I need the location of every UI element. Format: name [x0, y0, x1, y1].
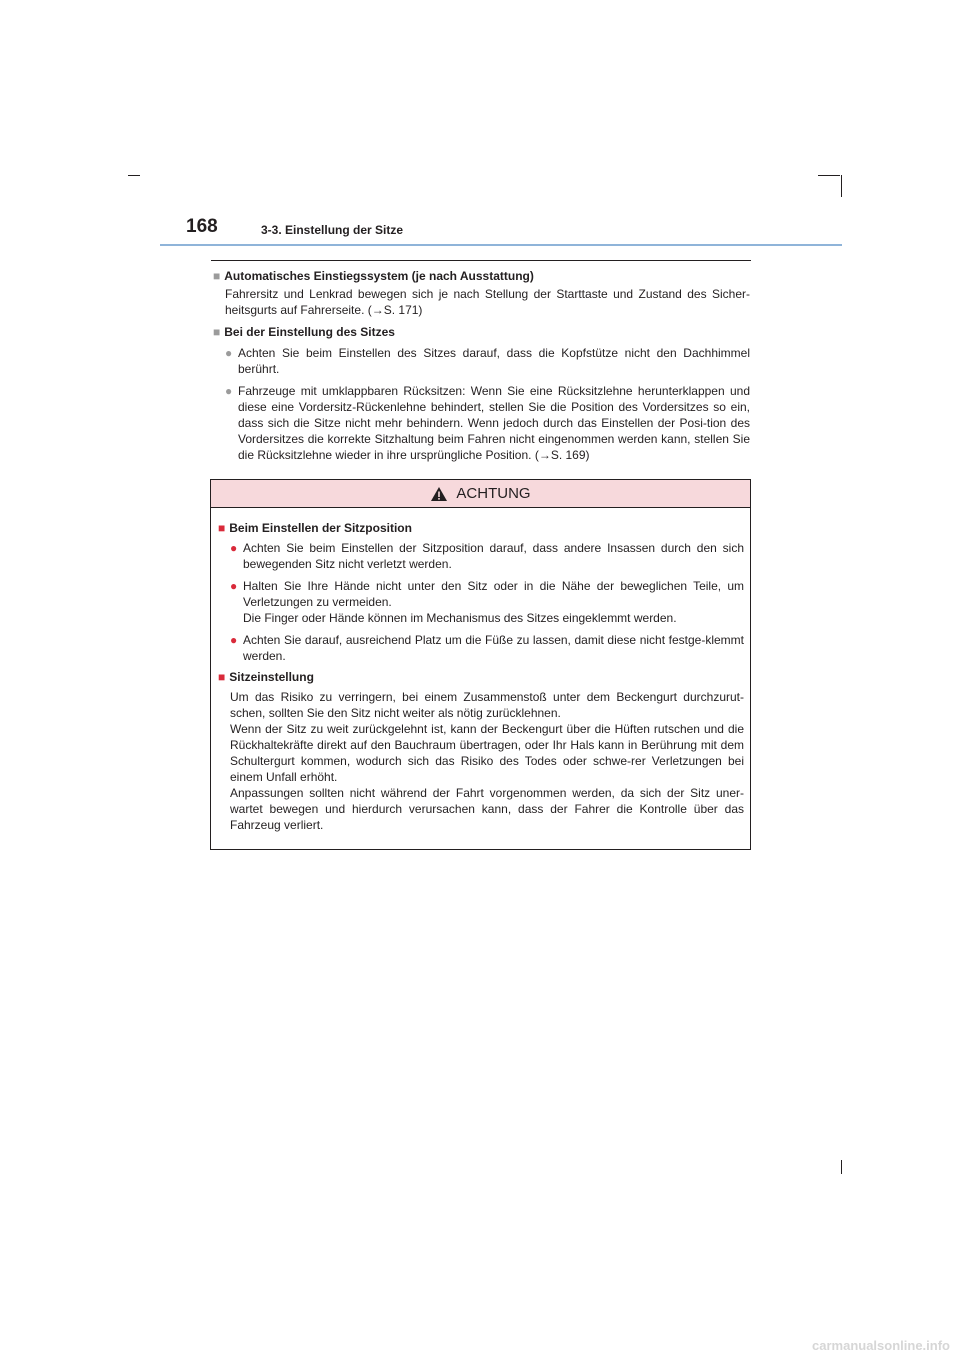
bullet-text: Achten Sie darauf, ausreichend Platz um die Füße zu lassen, damit diese nicht festge-klemmt werden.	[243, 633, 744, 663]
heading-text: Sitzeinstellung	[229, 670, 314, 684]
circle-bullet-icon: ●	[225, 346, 233, 360]
bullet-text-extra: Die Finger oder Hände können im Mechanismus des Sitzes eingeklemmt werden.	[243, 611, 677, 625]
bullet-text: Fahrzeuge mit umklappbaren Rücksitzen: Wenn Sie eine Rücksitzlehne herunterklappen und diese eine Vordersitz-Rückenlehne behindert, stellen Sie die Position des Vordersitzes so ein, dass sich die Sitze nicht mehr behindern. Wenn jedoch durch das Einstellen der Posi-tion des Vordersitzes die korrekte Sitzhaltung beim Fahren nicht eingenommen werden kann, stellen Sie die Rücksitzlehne wieder in ihre ursprüngliche Position. (→S. 169)	[238, 384, 750, 462]
square-bullet-icon: ■	[218, 521, 226, 535]
warning-section-heading	[218, 520, 744, 536]
watermark-text: carmanualsonline.info	[812, 1338, 950, 1353]
section-heading	[213, 324, 750, 340]
header-rule	[160, 244, 842, 246]
crop-mark	[128, 175, 140, 176]
bullet-item	[218, 540, 744, 572]
warning-header	[211, 480, 750, 508]
bullet-item	[213, 345, 750, 377]
paragraph: Fahrersitz und Lenkrad bewegen sich je nach Stellung der Starttaste und Zustand des Sicher-heitsgurts auf Fahrerseite. (→S. 171)	[225, 287, 750, 317]
page-number: 168	[186, 216, 218, 237]
crop-mark	[841, 1160, 842, 1174]
bullet-text: Achten Sie beim Einstellen der Sitzposition darauf, dass andere Insassen durch den sich bewegenden Sitz nicht verletzt werden.	[243, 541, 744, 571]
circle-bullet-icon: ●	[225, 384, 233, 398]
bullet-item	[218, 632, 744, 664]
heading-text: Beim Einstellen der Sitzposition	[229, 521, 412, 535]
circle-bullet-icon: ●	[230, 633, 238, 647]
paragraph-line: Wenn der Sitz zu weit zurückgelehnt ist, kann der Beckengurt über die Hüften rutschen und die Rückhaltekräfte direkt auf den Bauchraum übertragen, oder Ihr Hals kann in Berührung mit dem Schultergurt kommen, wodurch sich das Risiko des Todes oder schwe-rer Verletzungen bei einem Unfall erhöht.	[230, 722, 744, 784]
heading-text: Bei der Einstellung des Sitzes	[224, 325, 395, 339]
footer	[0, 1335, 960, 1358]
warning-paragraph	[230, 689, 744, 833]
bullet-text: Achten Sie beim Einstellen des Sitzes darauf, dass die Kopfstütze nicht den Dachhimmel berührt.	[238, 346, 750, 376]
warning-box	[210, 479, 751, 850]
heading-text: Automatisches Einstiegssystem (je nach Ausstattung)	[224, 269, 534, 283]
bullet-item	[213, 383, 750, 463]
bullet-item	[218, 578, 744, 626]
circle-bullet-icon: ●	[230, 541, 238, 555]
square-bullet-icon: ■	[213, 269, 221, 283]
bullet-text: Halten Sie Ihre Hände nicht unter den Sitz oder in die Nähe der beweglichen Teile, um Verletzungen zu vermeiden.	[243, 579, 744, 609]
warning-section-heading	[218, 669, 744, 685]
square-bullet-icon: ■	[213, 325, 221, 339]
section-heading	[213, 268, 750, 284]
square-bullet-icon: ■	[218, 670, 226, 684]
paragraph-line: Anpassungen sollten nicht während der Fahrt vorgenommen werden, da sich der Sitz uner-wartet bewegen und hierdurch verursachen kann, dass der Fahrer die Kontrolle über das Fahrzeug verliert.	[230, 786, 744, 832]
warning-triangle-icon	[430, 486, 448, 502]
paragraph-line: Um das Risiko zu verringern, bei einem Zusammenstoß unter dem Beckengurt durchzurut-schen, sollten Sie den Sitz nicht weiter als nötig zurücklehnen.	[230, 690, 744, 720]
section-title: 3-3. Einstellung der Sitze	[261, 223, 404, 237]
circle-bullet-icon: ●	[230, 579, 238, 593]
crop-mark	[841, 175, 842, 197]
body-content	[213, 268, 750, 467]
content-top-rule	[211, 260, 751, 261]
warning-title: ACHTUNG	[456, 485, 531, 502]
crop-mark	[818, 175, 840, 176]
warning-body	[211, 508, 750, 833]
